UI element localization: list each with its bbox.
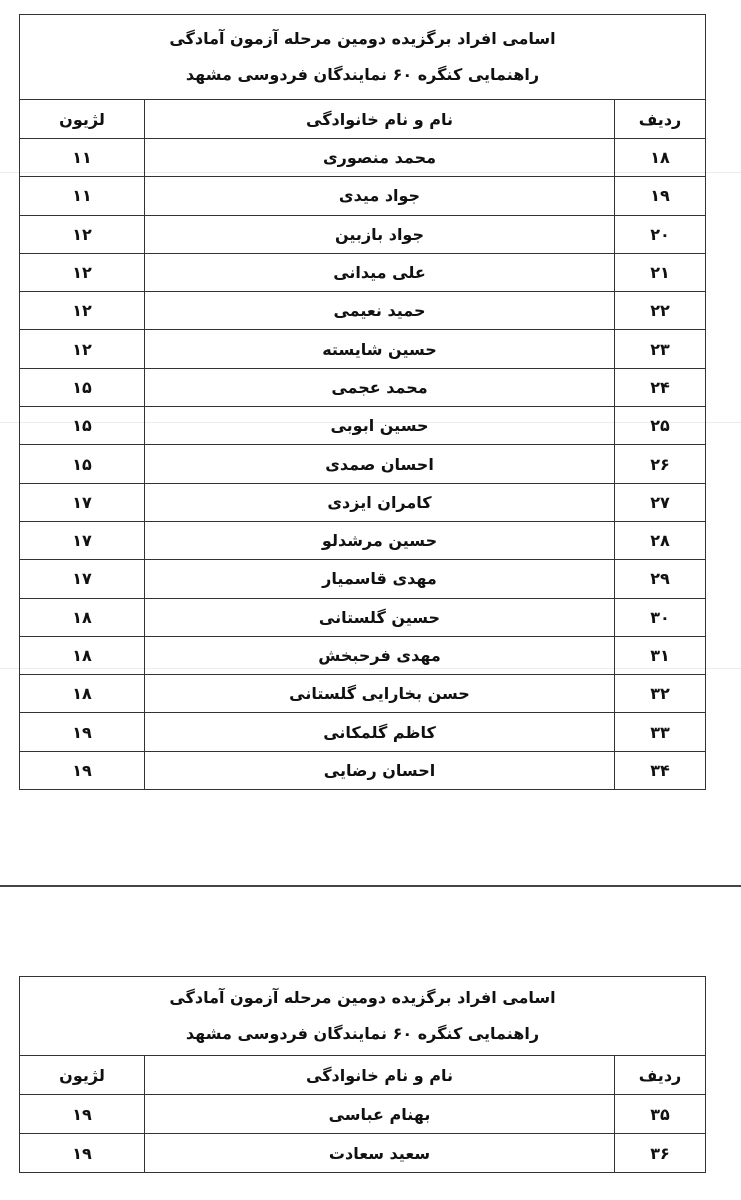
legion-cell: ۱۲ [20,330,145,368]
row-number-cell: ۳۳ [615,713,706,751]
roster-table-2 [19,976,706,1173]
table-row [20,636,706,674]
title-line-2: راهنمایی کنگره ۶۰ نمایندگان فردوسی مشهد [185,1024,540,1043]
table-row [20,368,706,406]
legion-cell: ۱۹ [20,1095,145,1134]
table-row [20,560,706,598]
full-name-cell: علی میدانی [145,253,615,291]
legion-cell: ۱۹ [20,713,145,751]
header-row [20,100,706,139]
table-row [20,675,706,713]
row-number-cell: ۱۹ [615,177,706,215]
legion-cell: ۱۸ [20,598,145,636]
row-number-cell: ۳۰ [615,598,706,636]
full-name-cell: حسین شایسته [145,330,615,368]
full-name-cell: کاظم گلمکانی [145,713,615,751]
full-name-cell: مهدی قاسمیار [145,560,615,598]
table-row [20,253,706,291]
full-name-cell: حسین مرشدلو [145,521,615,559]
table-row [20,215,706,253]
row-number-cell: ۲۳ [615,330,706,368]
title-line-1: اسامی افراد برگزیده دومین مرحله آزمون آمادگی [169,988,556,1007]
table-row [20,751,706,789]
roster-table-1 [19,14,706,790]
title-line-2: راهنمایی کنگره ۶۰ نمایندگان فردوسی مشهد [185,65,540,84]
table-row [20,1134,706,1173]
legion-cell: ۱۹ [20,751,145,789]
row-number-cell: ۳۱ [615,636,706,674]
legion-cell: ۱۹ [20,1134,145,1173]
legion-cell: ۱۱ [20,139,145,177]
legion-cell: ۱۲ [20,253,145,291]
table-title [20,977,706,1056]
row-number-cell: ۲۵ [615,407,706,445]
row-number-cell: ۲۸ [615,521,706,559]
row-number-cell: ۲۹ [615,560,706,598]
page-divider [0,885,741,887]
row-number-cell: ۲۰ [615,215,706,253]
table-row [20,330,706,368]
legion-cell: ۱۱ [20,177,145,215]
table-row [20,1095,706,1134]
table-row [20,139,706,177]
full-name-cell: سعید سعادت [145,1134,615,1173]
table-row [20,521,706,559]
full-name-cell: کامران ایزدی [145,483,615,521]
full-name-cell: بهنام عباسی [145,1095,615,1134]
row-number-cell: ۳۲ [615,675,706,713]
table-title [20,15,706,100]
table-row [20,598,706,636]
legion-cell: ۱۵ [20,368,145,406]
full-name-cell: حسین ابوبی [145,407,615,445]
full-name-cell: جواد بازبین [145,215,615,253]
legion-cell: ۱۸ [20,675,145,713]
legion-cell: ۱۵ [20,445,145,483]
header-full-name: نام و نام خانوادگی [145,1056,615,1095]
table-row [20,292,706,330]
legion-cell: ۱۵ [20,407,145,445]
row-number-cell: ۲۱ [615,253,706,291]
full-name-cell: محمد منصوری [145,139,615,177]
full-name-cell: احسان رضایی [145,751,615,789]
table-row [20,445,706,483]
header-full-name: نام و نام خانوادگی [145,100,615,139]
table-row [20,713,706,751]
row-number-cell: ۲۷ [615,483,706,521]
header-legion: لژیون [20,100,145,139]
table-row [20,177,706,215]
legion-cell: ۱۲ [20,215,145,253]
full-name-cell: حمید نعیمی [145,292,615,330]
title-line-1: اسامی افراد برگزیده دومین مرحله آزمون آمادگی [169,29,556,48]
header-legion: لژیون [20,1056,145,1095]
full-name-cell: احسان صمدی [145,445,615,483]
full-name-cell: حسین گلستانی [145,598,615,636]
row-number-cell: ۳۶ [615,1134,706,1173]
row-number-cell: ۲۶ [615,445,706,483]
legion-cell: ۱۲ [20,292,145,330]
row-number-cell: ۳۵ [615,1095,706,1134]
row-number-cell: ۲۲ [615,292,706,330]
header-row-number: ردیف [615,100,706,139]
full-name-cell: محمد عجمی [145,368,615,406]
full-name-cell: جواد میدی [145,177,615,215]
full-name-cell: مهدی فرحبخش [145,636,615,674]
table-row [20,483,706,521]
table-row [20,407,706,445]
row-number-cell: ۲۴ [615,368,706,406]
legion-cell: ۱۷ [20,483,145,521]
legion-cell: ۱۷ [20,560,145,598]
full-name-cell: حسن بخارایی گلستانی [145,675,615,713]
row-number-cell: ۱۸ [615,139,706,177]
header-row-number: ردیف [615,1056,706,1095]
legion-cell: ۱۸ [20,636,145,674]
header-row [20,1056,706,1095]
row-number-cell: ۳۴ [615,751,706,789]
legion-cell: ۱۷ [20,521,145,559]
